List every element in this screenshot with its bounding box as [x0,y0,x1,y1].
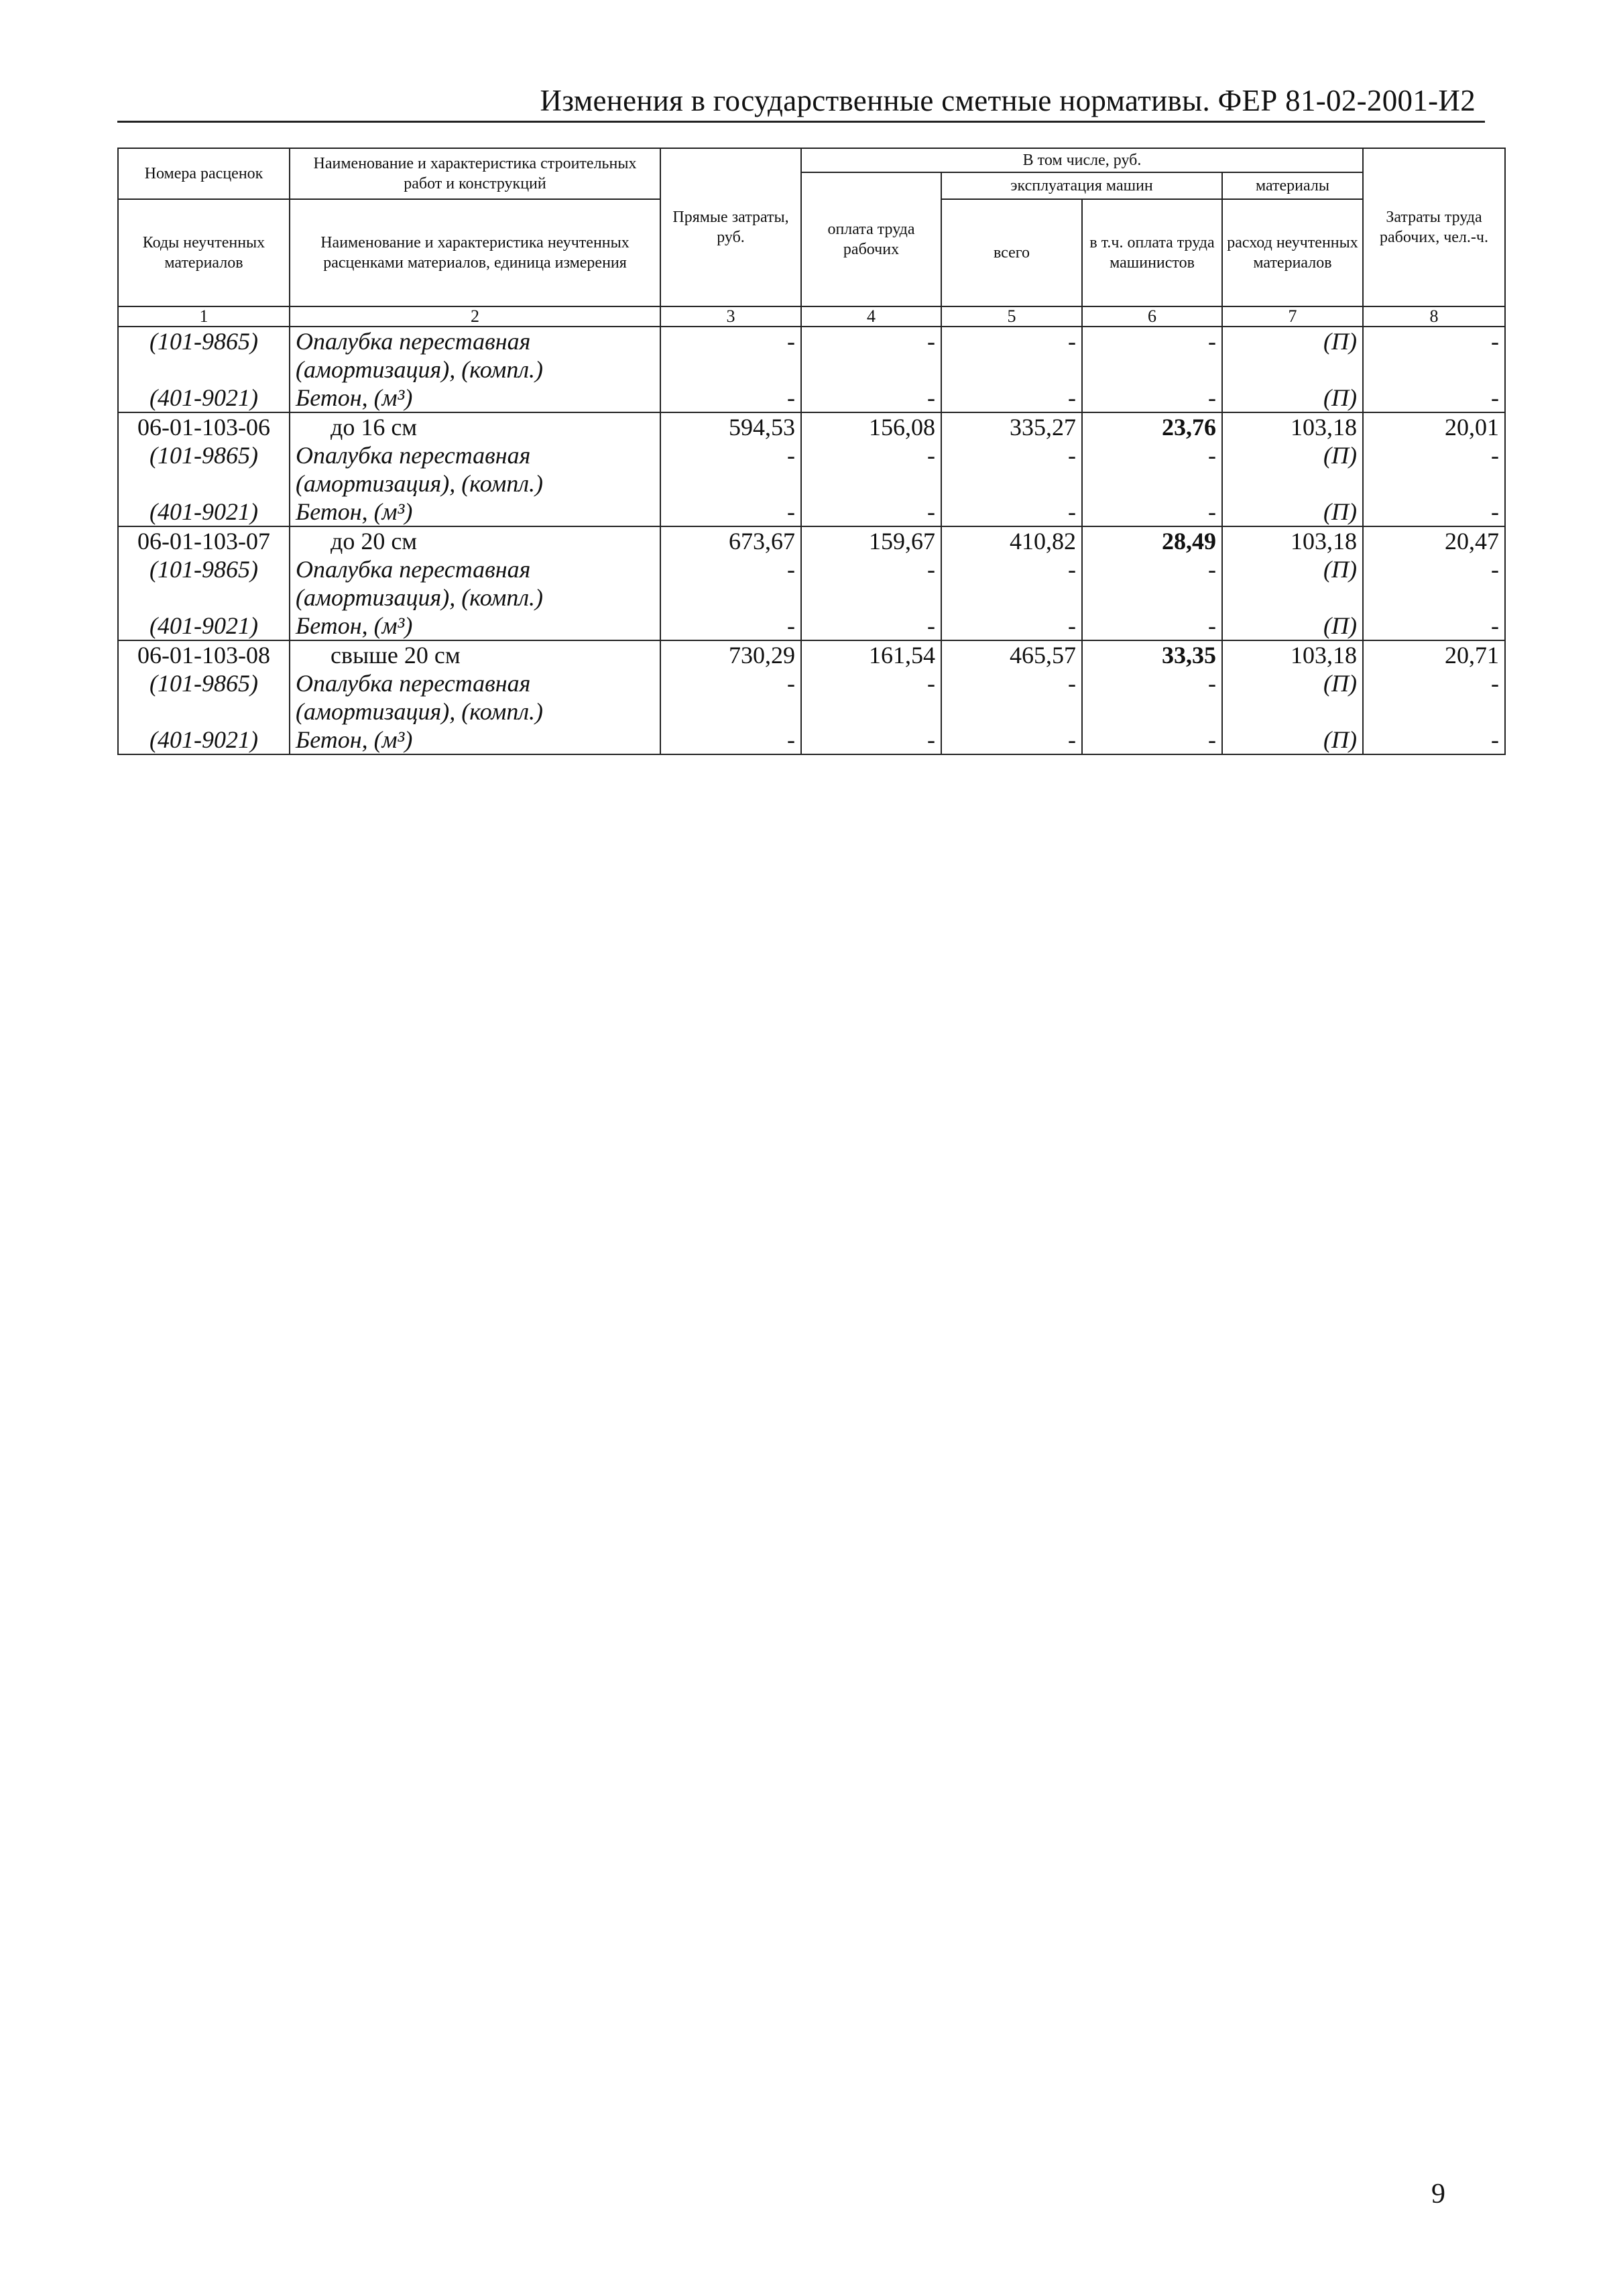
value-v7: (П) [1222,669,1363,697]
material-name: Бетон, (м³) [290,498,660,526]
column-number: 7 [1222,306,1363,327]
value-v6: 23,76 [1082,412,1222,441]
material-row [118,669,1505,697]
value-v4: - [801,498,941,526]
material-code: (401-9021) [118,498,290,526]
material-code: (101-9865) [118,441,290,469]
material-code [118,469,290,498]
value-v5: - [941,327,1082,355]
value-v3 [660,355,801,384]
value-v3: - [660,441,801,469]
value-v3: - [660,555,801,583]
work-name: до 20 см [290,526,660,555]
value-v3: - [660,612,801,640]
value-v8: 20,47 [1363,526,1505,555]
value-v8 [1363,583,1505,612]
header-direct-costs: Прямые затраты, руб. [660,148,801,306]
value-v5: - [941,441,1082,469]
header-machines-total: всего [941,199,1082,306]
column-number: 2 [290,306,660,327]
column-number: 3 [660,306,801,327]
material-name: Опалубка переставная [290,441,660,469]
rate-code: 06-01-103-08 [118,640,290,669]
value-v7 [1222,355,1363,384]
value-v3: - [660,327,801,355]
value-v7: 103,18 [1222,640,1363,669]
table-tail [118,754,1505,783]
header-machines: эксплуатация машин [941,172,1222,199]
material-code [118,355,290,384]
value-v7: (П) [1222,498,1363,526]
value-v8: 20,01 [1363,412,1505,441]
material-name: Опалубка переставная [290,669,660,697]
value-v4: - [801,726,941,754]
value-v6: - [1082,498,1222,526]
value-v4 [801,697,941,726]
header-labor-pay: оплата труда рабочих [801,172,941,306]
value-v6: - [1082,726,1222,754]
material-code: (101-9865) [118,555,290,583]
value-v8: - [1363,327,1505,355]
value-v7: 103,18 [1222,526,1363,555]
value-v6 [1082,355,1222,384]
material-name: Бетон, (м³) [290,612,660,640]
value-v7: (П) [1222,384,1363,412]
value-v5: - [941,612,1082,640]
material-row [118,612,1505,640]
value-v5 [941,355,1082,384]
value-v4: 161,54 [801,640,941,669]
material-row [118,498,1505,526]
material-code: (101-9865) [118,327,290,355]
material-code [118,583,290,612]
rate-code: 06-01-103-07 [118,526,290,555]
material-row [118,583,1505,612]
value-v4: - [801,384,941,412]
value-v6: - [1082,441,1222,469]
material-name: (амортизация), (компл.) [290,355,660,384]
material-code: (401-9021) [118,612,290,640]
value-v6 [1082,583,1222,612]
material-row [118,555,1505,583]
value-v7 [1222,697,1363,726]
rate-row [118,526,1505,555]
value-v6: - [1082,555,1222,583]
value-v6: 28,49 [1082,526,1222,555]
value-v8 [1363,469,1505,498]
header-material-name: Наименование и характеристика неучтенных расценками материалов, единица измерения [290,199,660,306]
header-labor-cost: Затраты труда рабочих, чел.-ч. [1363,148,1505,306]
value-v8 [1363,355,1505,384]
value-v4: 159,67 [801,526,941,555]
value-v7: (П) [1222,726,1363,754]
value-v3 [660,469,801,498]
value-v4 [801,355,941,384]
value-v3: 730,29 [660,640,801,669]
value-v4: - [801,327,941,355]
material-row [118,384,1505,412]
value-v3: - [660,498,801,526]
value-v5: 465,57 [941,640,1082,669]
column-number: 4 [801,306,941,327]
table-body [118,327,1505,754]
rate-row [118,640,1505,669]
value-v5: - [941,726,1082,754]
value-v7: 103,18 [1222,412,1363,441]
value-v6: - [1082,669,1222,697]
value-v3: - [660,726,801,754]
value-v3: - [660,384,801,412]
value-v3: 673,67 [660,526,801,555]
value-v3 [660,697,801,726]
value-v6 [1082,469,1222,498]
value-v6: 33,35 [1082,640,1222,669]
value-v7 [1222,469,1363,498]
column-number: 6 [1082,306,1222,327]
value-v5: - [941,669,1082,697]
value-v5 [941,583,1082,612]
material-code: (101-9865) [118,669,290,697]
value-v8: - [1363,441,1505,469]
value-v8: - [1363,384,1505,412]
column-number: 5 [941,306,1082,327]
value-v8: - [1363,726,1505,754]
value-v4: - [801,669,941,697]
material-name: Бетон, (м³) [290,726,660,754]
material-row [118,697,1505,726]
header-including: В том числе, руб. [801,148,1363,172]
value-v8: 20,71 [1363,640,1505,669]
page-number: 9 [1431,2179,1445,2209]
value-v8: - [1363,555,1505,583]
value-v6 [1082,697,1222,726]
value-v3: 594,53 [660,412,801,441]
material-name: (амортизация), (компл.) [290,583,660,612]
material-name: Опалубка переставная [290,327,660,355]
value-v8: - [1363,612,1505,640]
value-v7: (П) [1222,441,1363,469]
rate-code: 06-01-103-06 [118,412,290,441]
header-material-codes: Коды неучтенных материалов [118,199,290,306]
material-row [118,355,1505,384]
material-name: (амортизация), (компл.) [290,697,660,726]
material-row [118,441,1505,469]
material-code: (401-9021) [118,384,290,412]
material-name: (амортизация), (компл.) [290,469,660,498]
material-code: (401-9021) [118,726,290,754]
value-v8 [1363,697,1505,726]
header-rate-numbers: Номера расценок [118,148,290,199]
value-v5 [941,697,1082,726]
material-row [118,327,1505,355]
column-numbers-row [118,306,1505,327]
value-v8: - [1363,498,1505,526]
value-v5: 410,82 [941,526,1082,555]
column-number: 8 [1363,306,1505,327]
table-header [118,148,1505,327]
value-v7: (П) [1222,327,1363,355]
value-v4 [801,583,941,612]
page-header [117,79,1485,123]
material-name: Бетон, (м³) [290,384,660,412]
value-v4 [801,469,941,498]
value-v7: (П) [1222,612,1363,640]
value-v6: - [1082,327,1222,355]
value-v4: - [801,441,941,469]
material-row [118,726,1505,754]
header-materials: материалы [1222,172,1363,199]
value-v5: - [941,384,1082,412]
material-code [118,697,290,726]
value-v5: - [941,555,1082,583]
rates-table [117,148,1506,783]
value-v3: - [660,669,801,697]
work-name: до 16 см [290,412,660,441]
value-v3 [660,583,801,612]
value-v6: - [1082,612,1222,640]
material-name: Опалубка переставная [290,555,660,583]
document-title: Изменения в государственные сметные нормативы. ФЕР 81-02-2001-И2 [540,84,1476,117]
value-v4: 156,08 [801,412,941,441]
value-v5 [941,469,1082,498]
work-name: свыше 20 см [290,640,660,669]
material-row [118,469,1505,498]
value-v7: (П) [1222,555,1363,583]
header-work-name: Наименование и характеристика строительных работ и конструкций [290,148,660,199]
header-machines-labor: в т.ч. оплата труда машинистов [1082,199,1222,306]
value-v4: - [801,612,941,640]
value-v7 [1222,583,1363,612]
value-v5: - [941,498,1082,526]
header-materials-consumption: расход неучтенных материалов [1222,199,1363,306]
value-v4: - [801,555,941,583]
rate-row [118,412,1505,441]
value-v8: - [1363,669,1505,697]
value-v6: - [1082,384,1222,412]
value-v5: 335,27 [941,412,1082,441]
column-number: 1 [118,306,290,327]
